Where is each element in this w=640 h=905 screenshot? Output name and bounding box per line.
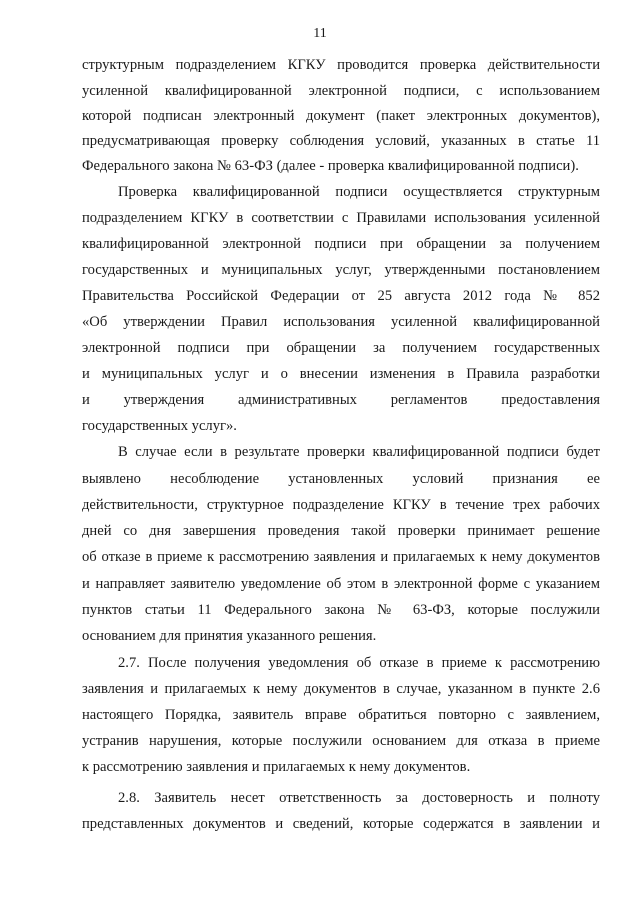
text-line: «Об утверждении Правил использования усиленной квалифицированной bbox=[82, 314, 600, 330]
text-line: представленных документов и сведений, которые содержатся в заявлении и bbox=[82, 816, 600, 832]
text-line: электронной подписи при обращении за получением государственных bbox=[82, 340, 600, 356]
text-line: действительности, структурное подразделение КГКУ в течение трех рабочих bbox=[82, 497, 600, 513]
text-line: и муниципальных услуг и о внесении изменения в Правила разработки bbox=[82, 366, 600, 382]
text-line: Федерального закона № 63-ФЗ (далее - проверка квалифицированной подписи). bbox=[82, 158, 579, 174]
text-line: об отказе в приеме к рассмотрению заявления и прилагаемых к нему документов bbox=[82, 549, 600, 565]
page-number: 11 bbox=[313, 26, 327, 41]
text-line: и направляет заявителю уведомление об этом в электронной форме с указанием bbox=[82, 576, 600, 592]
text-line: которой подписан электронный документ (пакет электронных документов), bbox=[82, 108, 600, 124]
text-line: настоящего Порядка, заявитель вправе обратиться повторно с заявлением, bbox=[82, 707, 600, 723]
text-line: государственных и муниципальных услуг, утвержденными постановлением bbox=[82, 262, 600, 278]
text-line: дней со дня завершения проведения такой проверки принимает решение bbox=[82, 523, 600, 539]
text-line: усиленной квалифицированной электронной подписи, с использованием bbox=[82, 83, 600, 99]
text-line: структурным подразделением КГКУ проводится проверка действительности bbox=[82, 57, 600, 73]
paragraph-first-line: 2.8. Заявитель несет ответственность за достоверность и полноту bbox=[118, 790, 600, 806]
text-line: выявлено несоблюдение установленных условий признания ее bbox=[82, 471, 600, 487]
text-line: пунктов статьи 11 Федерального закона № 63-ФЗ, которые послужили bbox=[82, 602, 600, 618]
text-line: к рассмотрению заявления и прилагаемых к нему документов. bbox=[82, 759, 471, 775]
text-line: квалифицированной электронной подписи при обращении за получением bbox=[82, 236, 600, 252]
paragraph-first-line: В случае если в результате проверки квалифицированной подписи будет bbox=[118, 444, 600, 460]
text-line: подразделением КГКУ в соответствии с Правилами использования усиленной bbox=[82, 210, 600, 226]
text-line: Правительства Российской Федерации от 25 августа 2012 года № 852 bbox=[82, 288, 600, 304]
paragraph-first-line: Проверка квалифицированной подписи осуществляется структурным bbox=[118, 184, 600, 200]
text-line: основанием для принятия указанного решения. bbox=[82, 628, 377, 644]
paragraph-first-line: 2.7. После получения уведомления об отказе в приеме к рассмотрению bbox=[118, 655, 600, 671]
text-line: и утверждения административных регламентов предоставления bbox=[82, 392, 600, 408]
text-line: заявления и прилагаемых к нему документов в случае, указанном в пункте 2.6 bbox=[82, 681, 600, 697]
text-line: устранив нарушения, которые послужили основанием для отказа в приеме bbox=[82, 733, 600, 749]
text-line: государственных услуг». bbox=[82, 418, 237, 434]
text-line: предусматривающая проверку соблюдения условий, указанных в статье 11 bbox=[82, 133, 600, 149]
